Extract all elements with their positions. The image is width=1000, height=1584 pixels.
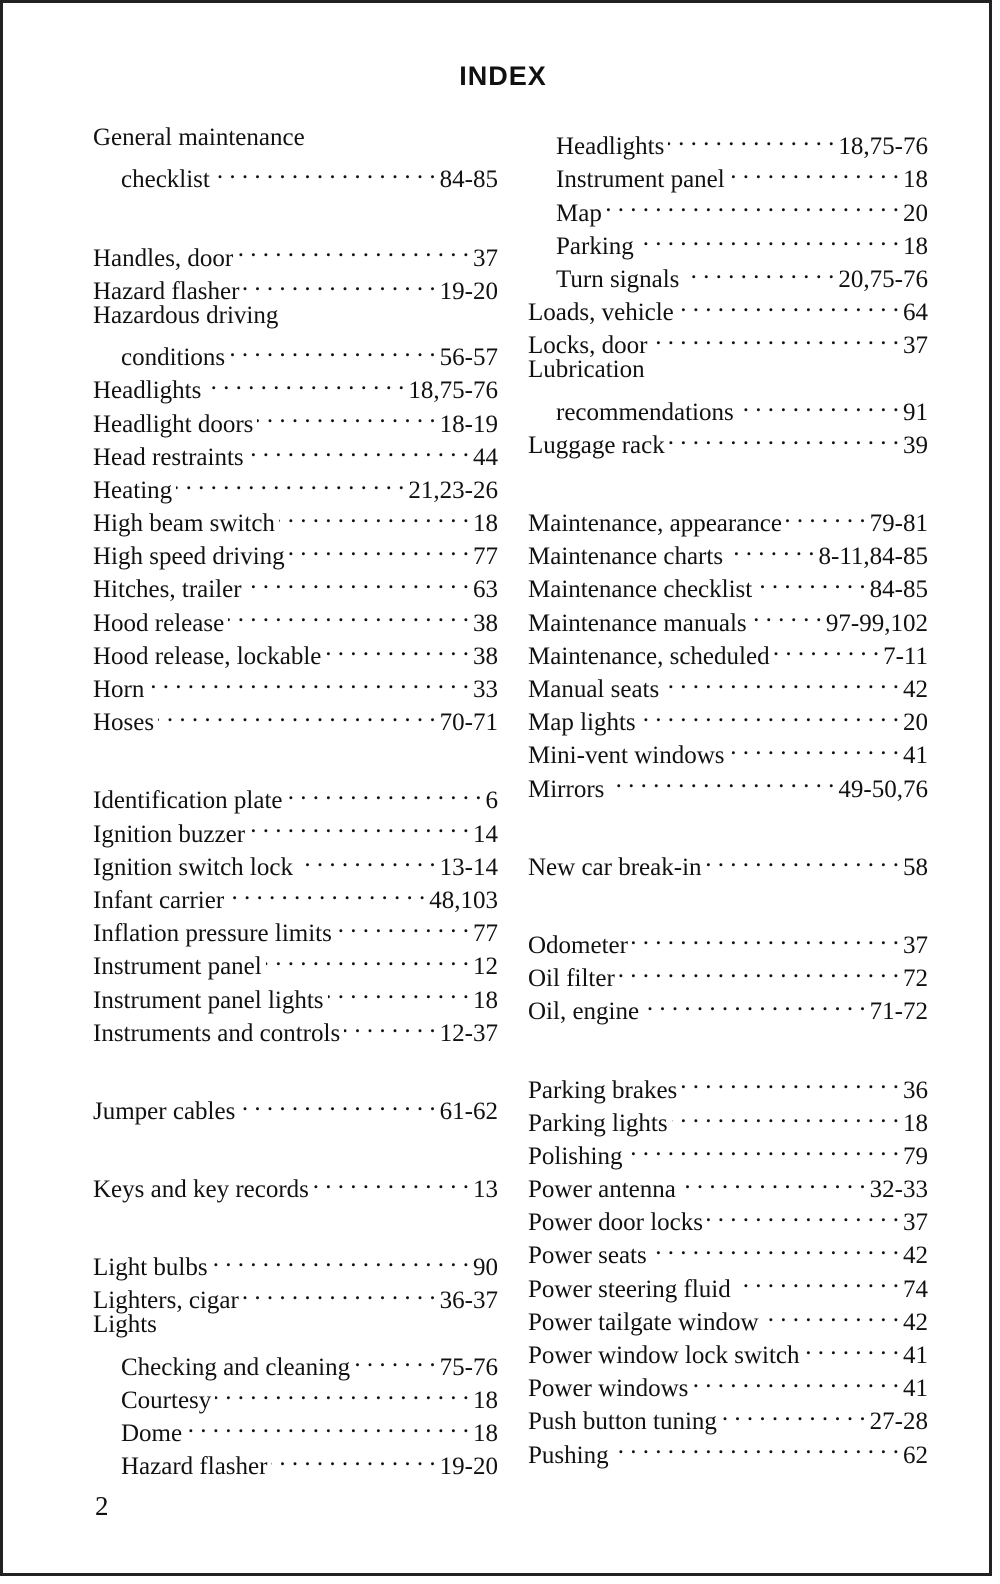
index-entry (93, 697, 498, 737)
index-entry (528, 498, 928, 538)
index-entry-label: Heating (93, 476, 173, 504)
index-entry-label: Hoses (93, 709, 155, 737)
index-entry-page: 37 (903, 332, 928, 360)
index-entry-label: Odometer (528, 931, 628, 959)
index-entry-label: Map (556, 199, 602, 227)
index-entry-page: 63 (473, 576, 498, 604)
index-entry-page: 21,23-26 (408, 476, 498, 504)
index-entry-label: Pushing (528, 1441, 609, 1469)
dot-leader (271, 1441, 435, 1474)
index-heading (93, 299, 498, 332)
index-entry-page: 18,75-76 (408, 377, 498, 405)
index-entry-label: Loads, vehicle (528, 299, 674, 327)
dot-leader (257, 398, 435, 431)
index-entry-page: 37 (473, 244, 498, 272)
index-entry-label: Horn (93, 676, 145, 703)
index-entry (528, 387, 928, 426)
index-entry-label: Turn signals (556, 265, 680, 293)
index-entry-label: Maintenance checklist (528, 576, 753, 604)
index-entry-page: 7-11 (883, 642, 928, 670)
index-column-left (93, 121, 498, 1481)
index-entry-page: 18 (473, 1420, 498, 1448)
index-entry-page: 56-57 (439, 344, 498, 372)
dot-leader (344, 1008, 435, 1041)
index-entry (528, 842, 928, 881)
dot-leader (804, 1330, 900, 1363)
dot-leader (680, 1164, 866, 1197)
index-entry-label: Head restraints (93, 443, 244, 471)
index-entry-label: Power tailgate window (528, 1308, 759, 1336)
index-entry-label: Handles, door (93, 244, 234, 272)
dot-leader (287, 775, 482, 808)
index-entry-page: 49-50,76 (838, 775, 928, 803)
index-entry-page: 72 (903, 965, 928, 993)
dot-leader (228, 597, 469, 630)
index-entry-page: 84-85 (439, 166, 498, 194)
index-heading-text: General maintenance (93, 124, 305, 151)
index-entry-label: Keys and key records (93, 1176, 309, 1204)
dot-leader (681, 1064, 899, 1097)
dot-leader (640, 697, 899, 730)
dot-leader (672, 1098, 899, 1131)
index-entry-page: 13 (473, 1176, 498, 1204)
dot-leader (692, 1363, 899, 1396)
index-entry-page: 84-85 (869, 576, 928, 604)
index-entry-label: Identification plate (93, 787, 283, 815)
dot-leader (243, 1275, 436, 1308)
dot-leader (727, 531, 814, 564)
index-entry-page: 38 (473, 642, 498, 670)
index-entry-label: conditions (121, 344, 226, 372)
index-entry-page: 19-20 (439, 1453, 498, 1481)
index-entry-label: Instruments and controls (93, 1019, 341, 1047)
index-entry-page: 37 (903, 931, 928, 959)
index-entry-label: Instrument panel (93, 953, 262, 981)
index-entry-label: Headlights (93, 377, 202, 405)
index-entry-label: Hood release (93, 609, 225, 637)
dot-leader (297, 842, 436, 875)
dot-leader (763, 1297, 899, 1330)
dot-leader (756, 564, 865, 597)
dot-leader (205, 365, 404, 398)
index-entry-label: Push button tuning (528, 1408, 717, 1436)
index-entry-page: 42 (903, 676, 928, 703)
index-entry-label: Infant carrier (93, 886, 225, 914)
index-entry-page: 20 (903, 709, 928, 737)
index-entry-label: Parking brakes (528, 1076, 678, 1104)
index-entry-page: 61-62 (439, 1097, 498, 1125)
page-number: 2 (95, 1491, 109, 1521)
index-entry-label: Power windows (528, 1375, 689, 1403)
index-entry-page: 18 (473, 986, 498, 1014)
dot-leader (751, 597, 822, 630)
index-entry-label: Maintenance, scheduled (528, 642, 770, 670)
dot-leader (735, 1263, 899, 1296)
index-entry-page: 19-20 (439, 277, 498, 305)
dot-leader (626, 1131, 899, 1164)
dot-leader (215, 1375, 469, 1408)
dot-leader (638, 221, 899, 254)
index-entry-page: 18 (903, 166, 928, 194)
index-entry-label: Dome (121, 1420, 183, 1448)
index-entry-page: 18,75-76 (838, 133, 928, 161)
dot-leader (669, 420, 899, 453)
dot-leader (214, 154, 436, 187)
index-entry-label: Parking (556, 232, 634, 260)
dot-leader (229, 332, 436, 365)
dot-leader (619, 953, 899, 986)
dot-leader (721, 1396, 866, 1429)
dot-leader (176, 465, 404, 498)
dot-leader (632, 920, 899, 953)
dot-leader (354, 1342, 436, 1375)
dot-leader (651, 320, 899, 353)
index-entry-page: 42 (903, 1242, 928, 1270)
index-entry-page: 79 (903, 1142, 928, 1170)
index-entry-label: High speed driving (93, 543, 285, 571)
index-entry-page: 18 (473, 510, 498, 538)
index-entry (93, 664, 498, 703)
index-entry-label: Ignition switch lock (93, 853, 293, 881)
index-heading-text: Lights (93, 1311, 157, 1339)
index-entry (93, 1242, 498, 1282)
dot-leader (313, 1164, 469, 1197)
index-entry-page: 41 (903, 1375, 928, 1403)
dot-leader (249, 808, 469, 841)
index-entry-label: Mirrors (528, 775, 605, 803)
dot-leader (239, 1086, 435, 1119)
index-entry (93, 232, 498, 272)
index-heading (528, 353, 928, 386)
index-entry-page: 77 (473, 543, 498, 571)
index-entry-label: Hazard flasher (93, 277, 240, 305)
index-entry-page: 37 (903, 1209, 928, 1237)
index-entry-label: Oil, engine (528, 998, 640, 1026)
dot-leader (678, 287, 899, 320)
index-entry (93, 1086, 498, 1125)
index-entry-page: 70-71 (439, 709, 498, 737)
dot-leader (786, 498, 866, 531)
index-entry-page: 74 (903, 1275, 928, 1303)
index-entry (93, 775, 498, 815)
index-entry-page: 36 (903, 1076, 928, 1104)
dot-leader (186, 1408, 469, 1441)
dot-leader (246, 564, 469, 597)
index-entry-label: Luggage rack (528, 431, 665, 459)
index-entry-label: Instrument panel lights (93, 986, 324, 1014)
index-entry-label: Lighters, cigar (93, 1287, 239, 1315)
index-entry (528, 121, 928, 161)
index-entry-page: 18 (903, 232, 928, 260)
dot-leader (707, 1197, 899, 1230)
index-entry-label: recommendations (556, 398, 734, 426)
index-entry-page: 14 (473, 820, 498, 848)
index-entry (528, 1064, 928, 1104)
dot-leader (613, 1429, 899, 1462)
index-entry-page: 36-37 (439, 1287, 498, 1315)
index-entry-label: Map lights (528, 709, 636, 737)
index-entry-page: 97-99,102 (825, 609, 928, 637)
index-entry-label: Power window lock switch (528, 1342, 800, 1369)
index-entry-page: 12-37 (439, 1019, 498, 1047)
index-entry-label: Power seats (528, 1242, 647, 1270)
index-entry-page: 8-11,84-85 (818, 543, 928, 571)
index-entry-label: Power antenna (528, 1176, 676, 1204)
index-entry-page: 44 (473, 443, 498, 471)
index-entry-page: 39 (903, 431, 928, 459)
dot-leader (668, 121, 834, 154)
index-entry-page: 48,103 (429, 886, 498, 914)
index-entry-label: Mini-vent windows (528, 742, 725, 770)
dot-leader (651, 1230, 899, 1263)
index-entry-label: checklist (121, 166, 210, 194)
index-entry-page: 58 (903, 853, 928, 881)
index-column-right (528, 121, 928, 1469)
index-heading-text: Hazardous driving (93, 301, 279, 329)
index-entry-page: 20 (903, 199, 928, 227)
dot-leader (643, 986, 866, 1019)
page-title: INDEX (459, 61, 547, 91)
index-entry-label: Light bulbs (93, 1254, 208, 1282)
index-entry-label: High beam switch (93, 510, 275, 538)
index-entry-label: Jumper cables (93, 1097, 236, 1125)
dot-leader (729, 154, 899, 187)
index-entry-page: 90 (473, 1254, 498, 1282)
index-entry-label: Maintenance, appearance (528, 510, 783, 538)
index-entry-label: Headlight doors (93, 410, 254, 438)
index-entry-label: Hood release, lockable (93, 642, 322, 670)
index-entry-page: 42 (903, 1308, 928, 1336)
index-entry-label: Maintenance manuals (528, 609, 747, 637)
index-entry-label: Ignition buzzer (93, 820, 246, 848)
index-entry-page: 33 (473, 676, 498, 703)
dot-leader (148, 664, 469, 697)
index-entry-page: 6 (485, 787, 498, 815)
dot-leader (608, 763, 834, 796)
dot-leader (706, 842, 899, 875)
index-entry-label: Instrument panel (556, 166, 725, 194)
index-entry-label: Hitches, trailer (93, 576, 242, 604)
dot-leader (279, 498, 469, 531)
index-entry-label: Courtesy (121, 1387, 212, 1414)
index-entry-label: New car break-in (528, 853, 702, 881)
dot-leader (325, 631, 469, 664)
dot-leader (289, 531, 469, 564)
index-entry-page: 75-76 (439, 1353, 498, 1381)
index-entry-page: 18 (473, 1387, 498, 1414)
index-entry-page: 12 (473, 953, 498, 981)
index-entry-label: Oil filter (528, 965, 615, 993)
index-heading-text: Lubrication (528, 356, 645, 384)
dot-leader (663, 664, 899, 697)
dot-leader (738, 387, 899, 420)
dot-leader (237, 232, 469, 265)
dot-leader (774, 631, 880, 664)
index-entry-page: 91 (903, 398, 928, 426)
index-entry-page: 20,75-76 (838, 265, 928, 293)
dot-leader (228, 875, 425, 908)
index-entry (93, 154, 498, 194)
dot-leader (266, 941, 469, 974)
index-entry-label: Parking lights (528, 1109, 668, 1137)
dot-leader (243, 266, 435, 299)
dot-leader (729, 730, 899, 763)
index-entry-page: 32-33 (869, 1176, 928, 1204)
index-entry-page: 77 (473, 920, 498, 948)
index-heading (93, 121, 498, 154)
index-entry-page: 41 (903, 742, 928, 770)
index-entry-page: 62 (903, 1441, 928, 1469)
dot-leader (248, 432, 469, 465)
index-entry-label: Polishing (528, 1142, 623, 1170)
index-entry (93, 1342, 498, 1381)
index-entry-label: Checking and cleaning (121, 1353, 351, 1381)
dot-leader (336, 908, 469, 941)
index-entry-page: 71-72 (869, 998, 928, 1026)
index-entry-page: 64 (903, 299, 928, 327)
dot-leader (683, 254, 834, 287)
index-entry-page: 27-28 (869, 1408, 928, 1436)
index-entry (528, 920, 928, 959)
index-entry-page: 13-14 (439, 853, 498, 881)
index-entry-label: Maintenance charts (528, 543, 724, 571)
index-entry-page: 41 (903, 1342, 928, 1369)
index-entry-page: 18 (903, 1109, 928, 1137)
index-entry-page: 38 (473, 609, 498, 637)
index-entry-label: Power steering fluid (528, 1275, 731, 1303)
index-entry-page: 18-19 (439, 410, 498, 438)
index-entry-label: Manual seats (528, 676, 660, 703)
index-entry-label: Hazard flasher (121, 1453, 268, 1481)
index-entry-label: Power door locks (528, 1209, 703, 1237)
index-entry-label: Locks, door (528, 332, 648, 360)
dot-leader (606, 187, 899, 220)
index-heading (93, 1308, 498, 1341)
index-entry-page: 79-81 (869, 510, 928, 538)
dot-leader (158, 697, 436, 730)
index-entry-label: Inflation pressure limits (93, 920, 332, 948)
index-entry-label: Headlights (556, 133, 665, 161)
dot-leader (212, 1242, 469, 1275)
index-entry (93, 1164, 498, 1204)
index-entry (93, 332, 498, 372)
dot-leader (328, 974, 469, 1007)
